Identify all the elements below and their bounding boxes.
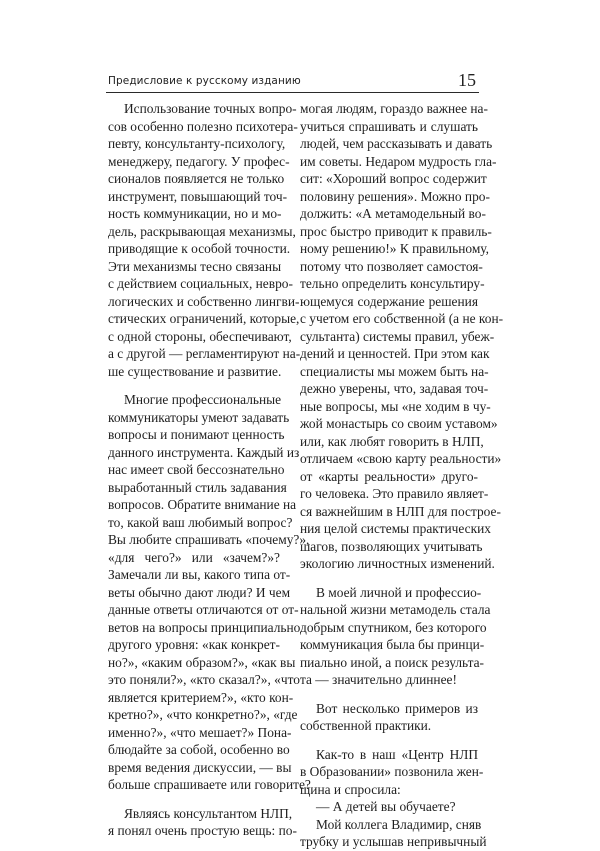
text-line: трубку и услышав непривычный [300, 834, 487, 849]
text-line: дель, раскрывающая механизмы, [108, 223, 296, 239]
text-line: жой монастырь со своим уставом» [300, 416, 498, 431]
text-line: с одной стороны, обеспечивают, [108, 328, 292, 344]
text-line: го человека. Это правило являет- [300, 486, 489, 501]
text-line: именно?», «что мешает?» Пона- [108, 724, 292, 740]
paragraph-gap [300, 573, 478, 584]
text-line: щина и спросила: [300, 781, 401, 797]
text-line: Мой коллега Владимир, сняв [316, 816, 482, 832]
paragraph-gap [300, 689, 478, 700]
text-line: тельно определить консультиру- [300, 276, 485, 291]
text-line: Вы любите спрашивать «почему?», [108, 532, 310, 547]
text-line: учиться спрашивать и слушать [300, 118, 478, 134]
text-line: добрым спутником, без которого [300, 619, 487, 635]
text-line: больше спрашиваете или говорите? [108, 777, 311, 792]
text-line: могая людям, гораздо важнее на- [300, 101, 488, 116]
text-line: это поняли?», «кто сказал?», «что [108, 672, 300, 687]
text-line: стических ограничений, которые, [108, 311, 300, 326]
text-line: собственной практики. [300, 718, 432, 733]
text-line: или, как любят говорить в НЛП, [300, 433, 484, 449]
text-line: Как-то в наш «Центр НЛП [316, 746, 478, 762]
paragraph-gap [300, 735, 478, 746]
text-line: инструмент, повышающий точ- [108, 188, 288, 204]
text-line: ше существование и развитие. [108, 363, 282, 379]
text-line: кретно?», «что конкретно?», «где [108, 707, 298, 722]
text-line: логических и собственно лингви- [108, 293, 300, 309]
page-number: 15 [458, 70, 476, 90]
text-line: Эти механизмы тесно связаны [108, 258, 282, 274]
text-line: прос быстро приводит к правиль- [300, 223, 492, 239]
text-line: людей, чем рассказывать и давать [300, 136, 493, 151]
text-line: ветов на вопросы принципиально [108, 619, 301, 635]
text-line: — А детей вы обучаете? [316, 799, 456, 814]
text-line: приводящие к особой точности. [108, 241, 291, 256]
text-line: но?», «каким образом?», «как вы [108, 654, 296, 670]
text-line: Вот несколько примеров из [316, 700, 478, 716]
header-divider [106, 92, 479, 93]
text-line: вопросов. Обратите внимание на [108, 497, 297, 512]
text-line: отличаем «свою карту реальности» [300, 451, 502, 466]
text-line: сионалов появляется не только [108, 171, 285, 186]
paragraph-gap [108, 380, 280, 391]
text-line: данные ответы отличаются от от- [108, 602, 299, 617]
text-line: та — значительно длиннее! [300, 672, 457, 687]
text-line: потому что позволяет самостоя- [300, 258, 483, 274]
text-line: я понял очень простую вещь: по- [108, 823, 297, 838]
text-line: «для чего?» или «зачем?»? [108, 549, 280, 565]
text-line: шагов, позволяющих учитывать [300, 538, 483, 554]
text-line: Являясь консультантом НЛП, [124, 805, 293, 821]
text-line: сов особенно полезно психотера- [108, 118, 298, 134]
text-line: половину решения». Можно про- [300, 188, 490, 204]
text-line: ния целой системы практических [300, 521, 491, 536]
running-header-title: Предисловие к русскому изданию [108, 75, 301, 87]
text-column-left [108, 100, 311, 840]
text-line: нальной жизни метамодель стала [300, 602, 491, 617]
text-line: веты обычно дают люди? И чем [108, 584, 291, 600]
text-line: Многие профессиональные [124, 392, 282, 407]
text-line: им советы. Недаром мудрость гла- [300, 153, 497, 169]
text-line: вопросы и понимают ценность [108, 427, 285, 442]
text-line: блюдайте за собой, особенно во [108, 742, 290, 757]
text-line: ность коммуникации, но и мо- [108, 206, 282, 221]
text-line: специалисты мы можем быть на- [300, 363, 489, 379]
text-line: а с другой — регламентируют на- [108, 346, 301, 361]
text-line: В моей личной и профессио- [316, 584, 482, 600]
text-line: нас имеет свой бессознательно [108, 462, 285, 477]
paragraph-gap [108, 794, 280, 805]
text-line: дежно уверены, что, задавая точ- [300, 381, 489, 396]
text-line: время ведения дискуссии, — вы [108, 759, 292, 775]
text-line: ные вопросы, мы «не ходим в чу- [300, 398, 491, 414]
text-line: менеджеру, педагогу. У профес- [108, 153, 290, 169]
text-line: ся важнейшим в НЛП для построе- [300, 503, 501, 519]
text-line: в Образовании» позвонила жен- [300, 764, 484, 779]
text-line: ному решению!» К правильному, [300, 241, 489, 256]
text-line: данного инструмента. Каждый из [108, 444, 300, 460]
text-line: коммуникаторы умеют задавать [108, 409, 290, 425]
text-line: должить: «А метамодельный во- [300, 206, 486, 221]
text-line: ющемуся содержание решения [300, 293, 478, 309]
text-line: то, какой ваш любимый вопрос? [108, 514, 293, 530]
text-line: с действием социальных, невро- [108, 276, 293, 291]
text-line: Использование точных вопро- [124, 101, 297, 116]
text-line: сит: «Хороший вопрос содержит [300, 171, 487, 186]
text-line: Замечали ли вы, какого типа от- [108, 567, 291, 582]
text-line: дений и ценностей. При этом как [300, 346, 490, 361]
text-line: сультанта) системы правил, убеж- [300, 328, 495, 344]
text-line: пиально иной, а поиск результа- [300, 654, 485, 670]
text-line: является критерием?», «кто кон- [108, 689, 294, 705]
text-line: другого уровня: «как конкрет- [108, 637, 280, 652]
text-line: певту, консультанту-психологу, [108, 136, 286, 151]
text-column-right [300, 100, 504, 851]
text-line: выработанный стиль задавания [108, 479, 287, 495]
text-line: коммуникация была бы принци- [300, 637, 485, 652]
text-line: с учетом его собственной (а не кон- [300, 311, 504, 326]
text-line: от «карты реальности» друго- [300, 468, 478, 484]
text-line: экологию личностных изменений. [300, 556, 495, 571]
